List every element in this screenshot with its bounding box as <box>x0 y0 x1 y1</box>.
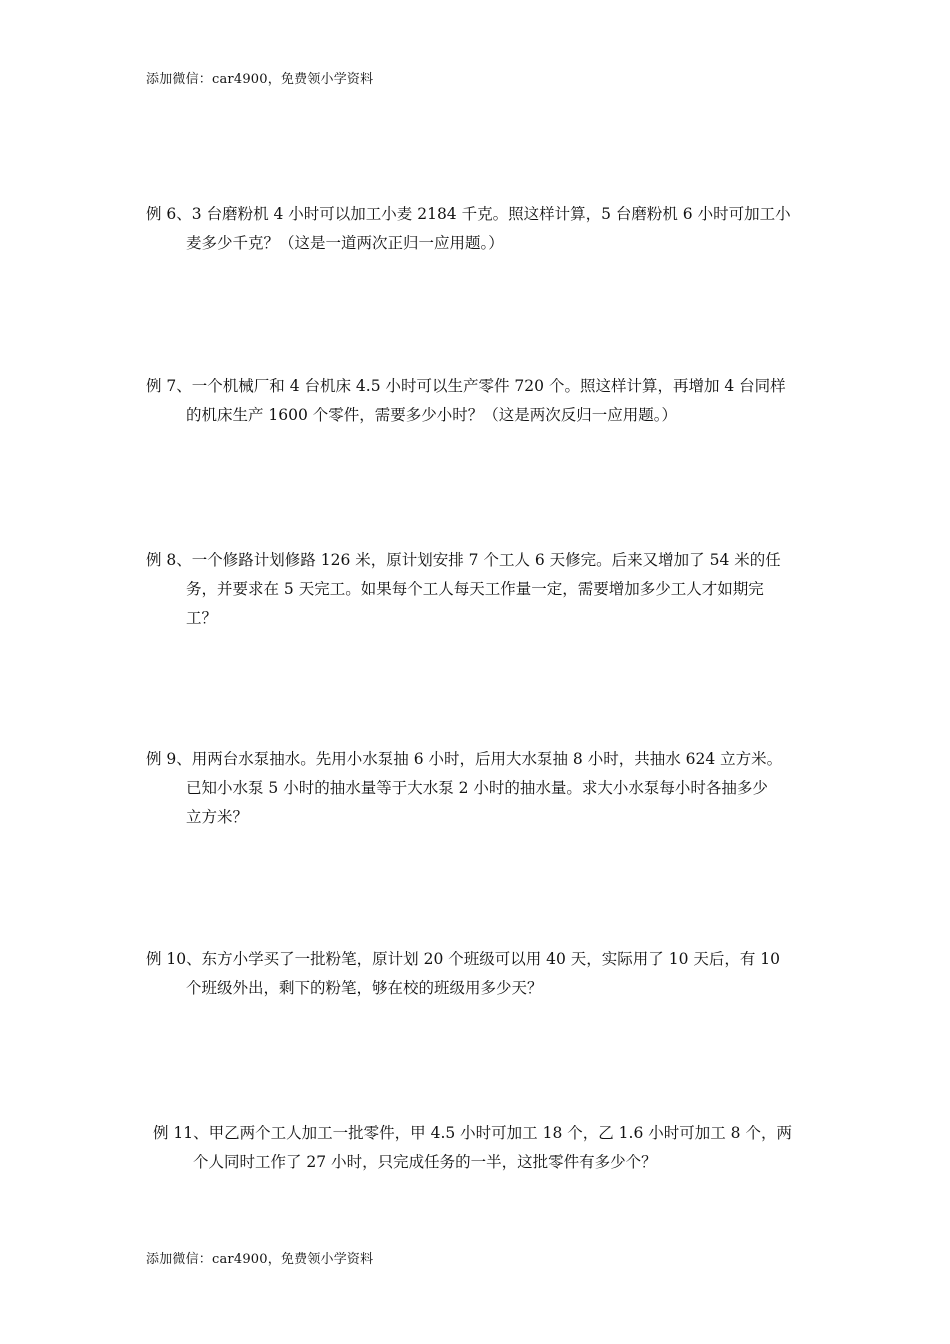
problem-8 <box>146 546 810 633</box>
problem-line: 例 9、用两台水泵抽水。先用小水泵抽 6 小时，后用大水泵抽 8 小时，共抽水 624 立方米。 <box>146 750 783 768</box>
problem-line: 工？ <box>186 609 218 627</box>
problem-line: 麦多少千克？（这是一道两次正归一应用题。） <box>186 234 504 252</box>
problem-11 <box>153 1119 817 1177</box>
problem-line: 例 7、一个机械厂和 4 台机床 4.5 小时可以生产零件 720 个。照这样计算，再增加 4 台同样 <box>146 377 786 395</box>
problem-line: 立方米？ <box>186 808 249 826</box>
problem-line: 的机床生产 1600 个零件，需要多少小时？（这是两次反归一应用题。） <box>186 406 678 424</box>
problem-6 <box>146 200 810 258</box>
problem-10 <box>146 945 810 1003</box>
problem-9 <box>146 745 810 832</box>
page-header: 添加微信：car4900，免费领小学资料 <box>146 72 374 87</box>
problem-line: 已知小水泵 5 小时的抽水量等于大水泵 2 小时的抽水量。求大小水泵每小时各抽多少 <box>186 779 768 797</box>
problem-line: 例 10、东方小学买了一批粉笔，原计划 20 个班级可以用 40 天，实际用了 10 天后，有 10 <box>146 950 781 968</box>
problem-line: 务，并要求在 5 天完工。如果每个工人每天工作量一定，需要增加多少工人才如期完 <box>186 580 764 598</box>
page-footer: 添加微信：car4900，免费领小学资料 <box>146 1252 374 1267</box>
problem-line: 例 6、3 台磨粉机 4 小时可以加工小麦 2184 千克。照这样计算，5 台磨粉机 6 小时可加工小 <box>146 205 791 223</box>
problem-line: 个班级外出，剩下的粉笔，够在校的班级用多少天？ <box>186 979 543 997</box>
problem-line: 例 8、一个修路计划修路 126 米，原计划安排 7 个工人 6 天修完。后来又增加了 54 米的任 <box>146 551 781 569</box>
problem-line: 个人同时工作了 27 小时，只完成任务的一半，这批零件有多少个？ <box>193 1153 657 1171</box>
problem-7 <box>146 372 810 430</box>
problem-line: 例 11、甲乙两个工人加工一批零件，甲 4.5 小时可加工 18 个，乙 1.6 小时可加工 8 个，两 <box>153 1124 792 1142</box>
